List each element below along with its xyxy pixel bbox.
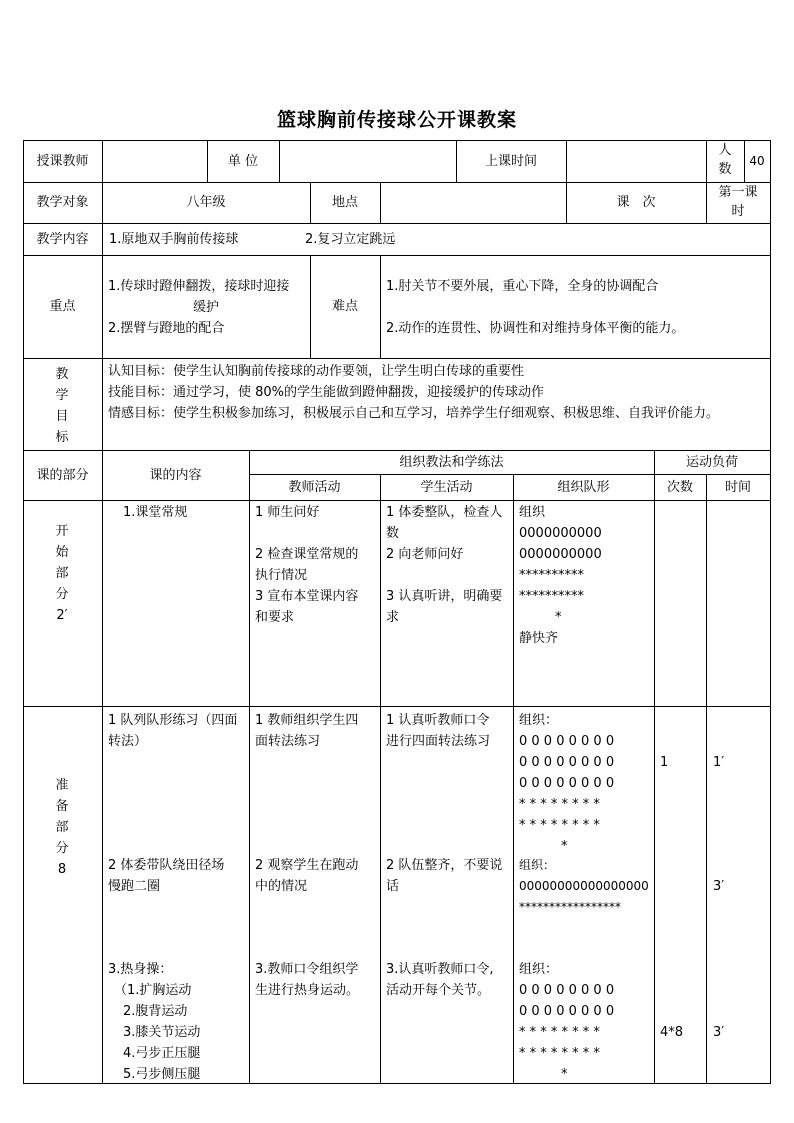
prep-student-1: 1 认真听教师口令 进行四面转法练习 — [386, 713, 491, 749]
start-formation: 组织 0000000000 0000000000 ********** ********** * 静快齐 — [519, 505, 602, 646]
content-item-2: 2.复习立定跳远 — [305, 232, 396, 247]
prep-duration-1: 1′ — [713, 755, 725, 770]
col-duration-header: 时间 — [724, 480, 751, 495]
prep-student-3: 3.认真听教师口令, 活动开每个关节。 — [386, 962, 494, 998]
page-title: 篮球胸前传接球公开课教案 — [276, 109, 517, 131]
start-teacher-activity: 1 师生问好 2 检查课堂常规的 执行情况 3 宣布本堂课内容 和要求 — [255, 505, 359, 625]
prep-teacher-3: 3.教师口令组织学 生进行热身运动。 — [255, 962, 360, 998]
place-label: 地点 — [331, 195, 358, 210]
difficulty-label: 难点 — [331, 299, 358, 314]
target-value: 八年级 — [186, 195, 226, 210]
target-label: 教学对象 — [36, 195, 89, 210]
goals-label: 教 学 目 标 — [55, 367, 69, 445]
goal-cognitive: 认知目标：使学生认知胸前传接球的动作要领，让学生明白传球的重要性 — [108, 364, 525, 379]
start-student-activity: 1 体委整队，检查人 数 2 向老师问好 3 认真听讲，明确要 求 — [386, 505, 503, 625]
difficulty-1: 1.肘关节不要外展，重心下降，全身的协调配合 — [386, 279, 659, 294]
prep-formation-1: 组织： 0 0 0 0 0 0 0 0 0 0 0 0 0 0 0 0 0 0 0 0 0 0 0 0 * * * * * * * * * * * * * * * * * — [519, 713, 615, 854]
col-times-header: 次数 — [666, 480, 693, 495]
class-time-label: 上课时间 — [484, 154, 537, 169]
teacher-label: 授课教师 — [36, 154, 89, 169]
prep-part-label: 准 备 部 分 8 — [55, 778, 69, 877]
prep-content-2: 2 体委带队绕田径场 慢跑二圈 — [108, 858, 225, 894]
prep-teacher-1: 1 教师组织学生四 面转法练习 — [255, 713, 359, 749]
col-load-header: 运动负荷 — [685, 455, 738, 470]
prep-formation-2: 组织： 00000000000000000 ***************** — [519, 858, 649, 914]
lesson-value: 第一课 时 — [718, 185, 758, 219]
content-item-1: 1.原地双手胸前传接球 — [109, 232, 239, 247]
col-part-header: 课的部分 — [36, 468, 89, 483]
key-point-1: 1.传球时蹬伸翻拨，接球时迎接 — [108, 279, 290, 294]
unit-label: 单 位 — [227, 154, 259, 169]
prep-student-2: 2 队伍整齐，不要说 话 — [386, 858, 503, 894]
prep-times-1: 1 — [660, 755, 669, 770]
key-point-1-cont: 缓护 — [192, 300, 219, 315]
difficulty-2: 2.动作的连贯性、协调性和对维持身体平衡的能力。 — [386, 321, 685, 336]
goal-skill: 技能目标：通过学习，使 80%的学生能做到蹬伸翻拨，迎接缓护的传球动作 — [108, 385, 545, 400]
prep-content-1: 1 队列队形练习（四面 转法） — [108, 713, 238, 749]
student-count: 40 — [749, 154, 765, 168]
prep-content-3: 3.热身操： （1.扩胸运动 2.腹背运动 3.膝关节运动 4.弓步正压腿 5.弓步侧压腿 — [108, 962, 201, 1082]
prep-duration-3: 3′ — [713, 1025, 725, 1040]
count-label: 人 数 — [718, 143, 732, 177]
col-content-header: 课的内容 — [149, 468, 202, 483]
goal-emotion: 情感目标：使学生积极参加练习，积极展示自己和互学习，培养学生仔细观察、积极思维、自我评价能力。 — [108, 406, 720, 421]
key-point-2: 2.摆臂与蹬地的配合 — [108, 321, 225, 336]
start-part-label: 开 始 部 分 2′ — [55, 524, 69, 623]
content-label: 教学内容 — [36, 232, 89, 247]
col-method-header: 组织教法和学练法 — [399, 455, 504, 470]
prep-formation-3: 组织： 0 0 0 0 0 0 0 0 0 0 0 0 0 0 0 0 * * * * * * * * * * * * * * * * * — [519, 962, 615, 1082]
prep-duration-2: 3′ — [713, 879, 725, 894]
lesson-label: 课 次 — [616, 195, 656, 210]
prep-times-3: 4*8 — [660, 1025, 684, 1040]
col-teacher-header: 教师活动 — [288, 480, 341, 495]
prep-teacher-2: 2 观察学生在跑动 中的情况 — [255, 858, 359, 894]
col-formation-header: 组织队形 — [557, 480, 610, 495]
start-content: 1.课堂常规 — [123, 505, 188, 520]
col-student-header: 学生活动 — [420, 480, 473, 495]
key-point-label: 重点 — [49, 299, 76, 314]
